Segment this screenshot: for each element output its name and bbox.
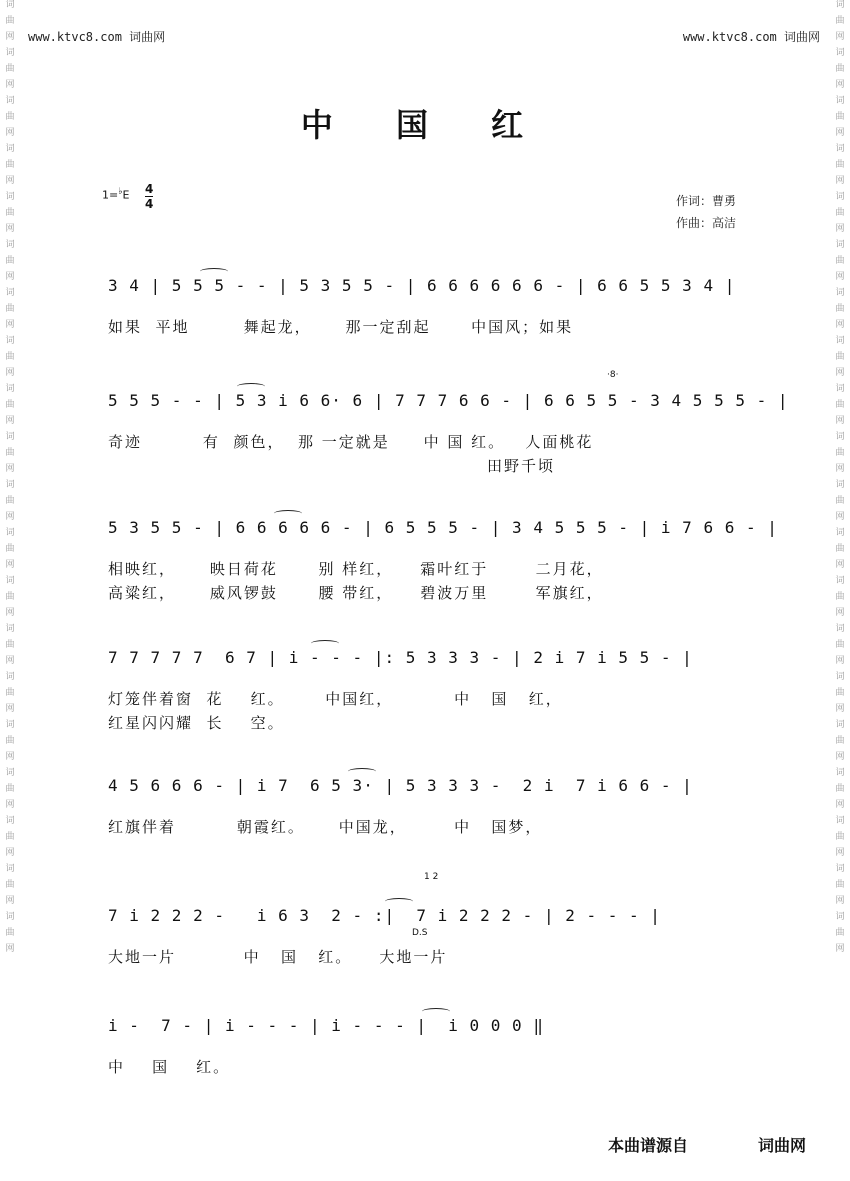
watermark-char: 词 (5, 576, 15, 586)
watermark-char: 曲 (5, 352, 15, 362)
time-signature (145, 182, 153, 211)
key-label: 1= (102, 188, 119, 202)
lyric-line: 高粱红， 威风锣鼓 腰 带红， 碧波万里 军旗红， (108, 584, 604, 602)
watermark-char: 词 (835, 528, 845, 538)
watermark-char: 词 (5, 432, 15, 442)
watermark-char: 网 (5, 512, 15, 522)
watermark-char: 曲 (5, 928, 15, 938)
watermark-char: 曲 (5, 544, 15, 554)
watermark-char: 网 (835, 272, 845, 282)
lyric-line: 大地一片 中 国 红。 大地一片 (108, 948, 448, 966)
segno-mark: ·8· (607, 370, 619, 380)
watermark-char: 曲 (835, 352, 845, 362)
watermark-char: 词 (835, 192, 845, 202)
watermark-char: 曲 (835, 256, 845, 266)
time-signature-top: 4 (145, 182, 154, 196)
watermark-char: 曲 (5, 688, 15, 698)
watermark-char: 曲 (835, 688, 845, 698)
watermark-char: 曲 (835, 400, 845, 410)
watermark-char: 网 (5, 128, 15, 138)
watermark-char: 网 (835, 800, 845, 810)
lyric-line: 红星闪闪耀 长 空。 (108, 714, 285, 732)
lyric-line: 中 国 红。 (108, 1058, 231, 1076)
watermark-char: 网 (835, 320, 845, 330)
watermark-char: 网 (835, 80, 845, 90)
watermark-char: 网 (5, 608, 15, 618)
watermark-char: 曲 (835, 736, 845, 746)
watermark-char: 词 (835, 768, 845, 778)
watermark-char: 词 (835, 816, 845, 826)
watermark-char: 词 (5, 480, 15, 490)
lyric-line: 如果 平地 舞起龙， 那一定刮起 中国风；如果 (108, 318, 574, 336)
slur-mark (237, 383, 265, 390)
watermark-char: 曲 (5, 112, 15, 122)
watermark-char: 网 (835, 848, 845, 858)
watermark-char: 网 (5, 848, 15, 858)
watermark-char: 网 (5, 944, 15, 954)
watermark-char: 曲 (835, 832, 845, 842)
watermark-char: 网 (5, 176, 15, 186)
watermark-char: 词 (835, 144, 845, 154)
watermark-char: 曲 (5, 880, 15, 890)
notation-line: 7 7 7 7 7 6 7 | i - - - |: 5 3 3 3 - | 2 i 7 i 5 5 - | (108, 648, 693, 667)
watermark-char: 网 (5, 224, 15, 234)
footer-site-name[interactable]: 词曲网 (758, 1136, 807, 1155)
watermark-char: 网 (5, 752, 15, 762)
watermark-char: 网 (835, 224, 845, 234)
watermark-char: 曲 (835, 544, 845, 554)
watermark-char: 网 (5, 560, 15, 570)
header-right-url[interactable]: www.ktvc8.com 词曲网 (682, 30, 820, 44)
watermark-char: 曲 (5, 208, 15, 218)
song-title: 中 国 红 (300, 106, 550, 144)
composer-credit: 作曲：高洁 (676, 216, 737, 230)
watermark-char: 网 (835, 944, 845, 954)
key-note: E (122, 188, 130, 202)
notation-line: 3 4 | 5 5 5 - - | 5 3 5 5 - | 6 6 6 6 6 6 - | 6 6 5 5 3 4 | (108, 276, 736, 295)
watermark-char: 曲 (835, 16, 845, 26)
left-watermark-strip (2, 0, 18, 1181)
watermark-char: 网 (835, 368, 845, 378)
watermark-char: 网 (835, 416, 845, 426)
watermark-char: 曲 (5, 592, 15, 602)
watermark-char: 网 (835, 752, 845, 762)
watermark-char: 曲 (835, 64, 845, 74)
footer-source-label: 本曲谱源自 (608, 1136, 689, 1155)
slur-mark (385, 898, 413, 905)
watermark-char: 词 (5, 0, 15, 10)
watermark-char: 词 (5, 240, 15, 250)
watermark-char: 网 (5, 320, 15, 330)
watermark-char: 词 (835, 96, 845, 106)
lyric-line: 奇迹 有 颜色， 那 一定就是 中 国 红。 人面桃花 (108, 433, 594, 451)
watermark-char: 词 (5, 96, 15, 106)
watermark-char: 曲 (835, 208, 845, 218)
key-signature (102, 186, 130, 202)
watermark-char: 曲 (5, 256, 15, 266)
right-watermark-strip (832, 0, 848, 1181)
watermark-char: 网 (5, 368, 15, 378)
watermark-char: 曲 (5, 784, 15, 794)
watermark-char: 词 (835, 480, 845, 490)
watermark-char: 词 (5, 528, 15, 538)
slur-mark (274, 510, 302, 517)
volta-mark: 1 2 (424, 872, 439, 882)
watermark-char: 网 (5, 32, 15, 42)
watermark-char: 曲 (835, 112, 845, 122)
lyric-line: 灯笼伴着窗 花 红。 中国红， 中 国 红， (108, 690, 563, 708)
watermark-char: 网 (5, 416, 15, 426)
watermark-char: 网 (835, 608, 845, 618)
watermark-char: 曲 (835, 304, 845, 314)
watermark-char: 曲 (5, 400, 15, 410)
slur-mark (200, 268, 228, 275)
watermark-char: 词 (835, 576, 845, 586)
watermark-char: 网 (5, 656, 15, 666)
watermark-char: 网 (5, 464, 15, 474)
lyric-line: 田野千顷 (108, 457, 556, 475)
watermark-char: 词 (5, 144, 15, 154)
watermark-char: 曲 (835, 928, 845, 938)
slur-mark (348, 768, 376, 775)
watermark-char: 词 (5, 384, 15, 394)
watermark-char: 词 (5, 48, 15, 58)
watermark-char: 词 (5, 864, 15, 874)
watermark-char: 词 (835, 240, 845, 250)
watermark-char: 词 (835, 384, 845, 394)
watermark-char: 网 (5, 272, 15, 282)
watermark-char: 网 (835, 560, 845, 570)
watermark-char: 词 (5, 720, 15, 730)
watermark-char: 曲 (835, 640, 845, 650)
flat-icon: ♭ (118, 186, 123, 197)
watermark-char: 曲 (5, 304, 15, 314)
notation-line: 7 i 2 2 2 - i 6 3 2 - :| 7 i 2 2 2 - | 2 - - - | (108, 906, 661, 925)
watermark-char: 词 (835, 912, 845, 922)
watermark-char: 曲 (835, 160, 845, 170)
watermark-char: 曲 (5, 736, 15, 746)
watermark-char: 网 (5, 704, 15, 714)
lyricist-credit: 作词：曹勇 (676, 194, 737, 208)
watermark-char: 网 (835, 896, 845, 906)
watermark-char: 网 (835, 512, 845, 522)
notation-line: 5 5 5 - - | 5 3 i 6 6· 6 | 7 7 7 6 6 - | 6 6 5 5 - 3 4 5 5 5 - | (108, 391, 789, 410)
watermark-char: 词 (835, 864, 845, 874)
watermark-char: 曲 (835, 784, 845, 794)
header-left-url[interactable]: www.ktvc8.com 词曲网 (28, 30, 166, 44)
watermark-char: 曲 (5, 448, 15, 458)
time-signature-bottom: 4 (145, 197, 154, 211)
watermark-char: 词 (5, 624, 15, 634)
watermark-char: 曲 (5, 832, 15, 842)
watermark-char: 曲 (835, 496, 845, 506)
slur-mark (311, 640, 339, 647)
watermark-char: 曲 (5, 64, 15, 74)
watermark-char: 网 (5, 896, 15, 906)
watermark-char: 曲 (835, 448, 845, 458)
watermark-char: 网 (835, 176, 845, 186)
watermark-char: 词 (835, 48, 845, 58)
slur-mark (422, 1008, 450, 1015)
watermark-char: 网 (835, 464, 845, 474)
watermark-char: 曲 (5, 16, 15, 26)
watermark-char: 网 (5, 800, 15, 810)
watermark-char: 词 (5, 672, 15, 682)
watermark-char: 曲 (5, 640, 15, 650)
lyric-line: 红旗伴着 朝霞红。 中国龙， 中 国梦， (108, 818, 543, 836)
watermark-char: 词 (5, 816, 15, 826)
watermark-char: 网 (835, 128, 845, 138)
lyric-line: 相映红， 映日荷花 别 样红， 霜叶红于 二月花， (108, 560, 604, 578)
watermark-char: 网 (5, 80, 15, 90)
watermark-char: 曲 (5, 496, 15, 506)
watermark-char: 词 (5, 192, 15, 202)
watermark-char: 曲 (835, 880, 845, 890)
watermark-char: 网 (835, 656, 845, 666)
watermark-char: 词 (835, 624, 845, 634)
watermark-char: 词 (5, 336, 15, 346)
notation-line: 5 3 5 5 - | 6 6 6 6 6 - | 6 5 5 5 - | 3 4 5 5 5 - | i 7 6 6 - | (108, 518, 778, 537)
notation-line: i - 7 - | i - - - | i - - - | i 0 0 0 ‖ (108, 1016, 544, 1035)
watermark-char: 词 (835, 336, 845, 346)
watermark-char: 网 (835, 32, 845, 42)
notation-line: 4 5 6 6 6 - | i 7 6 5 3· | 5 3 3 3 - 2 i 7 i 6 6 - | (108, 776, 693, 795)
watermark-char: 词 (835, 0, 845, 10)
watermark-char: 网 (835, 704, 845, 714)
watermark-char: 词 (835, 720, 845, 730)
watermark-char: 词 (835, 672, 845, 682)
watermark-char: 曲 (835, 592, 845, 602)
watermark-char: 词 (5, 912, 15, 922)
watermark-char: 词 (835, 432, 845, 442)
watermark-char: 词 (5, 768, 15, 778)
watermark-char: 曲 (5, 160, 15, 170)
watermark-char: 词 (835, 288, 845, 298)
watermark-char: 词 (5, 288, 15, 298)
ds-mark: D.S (412, 928, 428, 938)
